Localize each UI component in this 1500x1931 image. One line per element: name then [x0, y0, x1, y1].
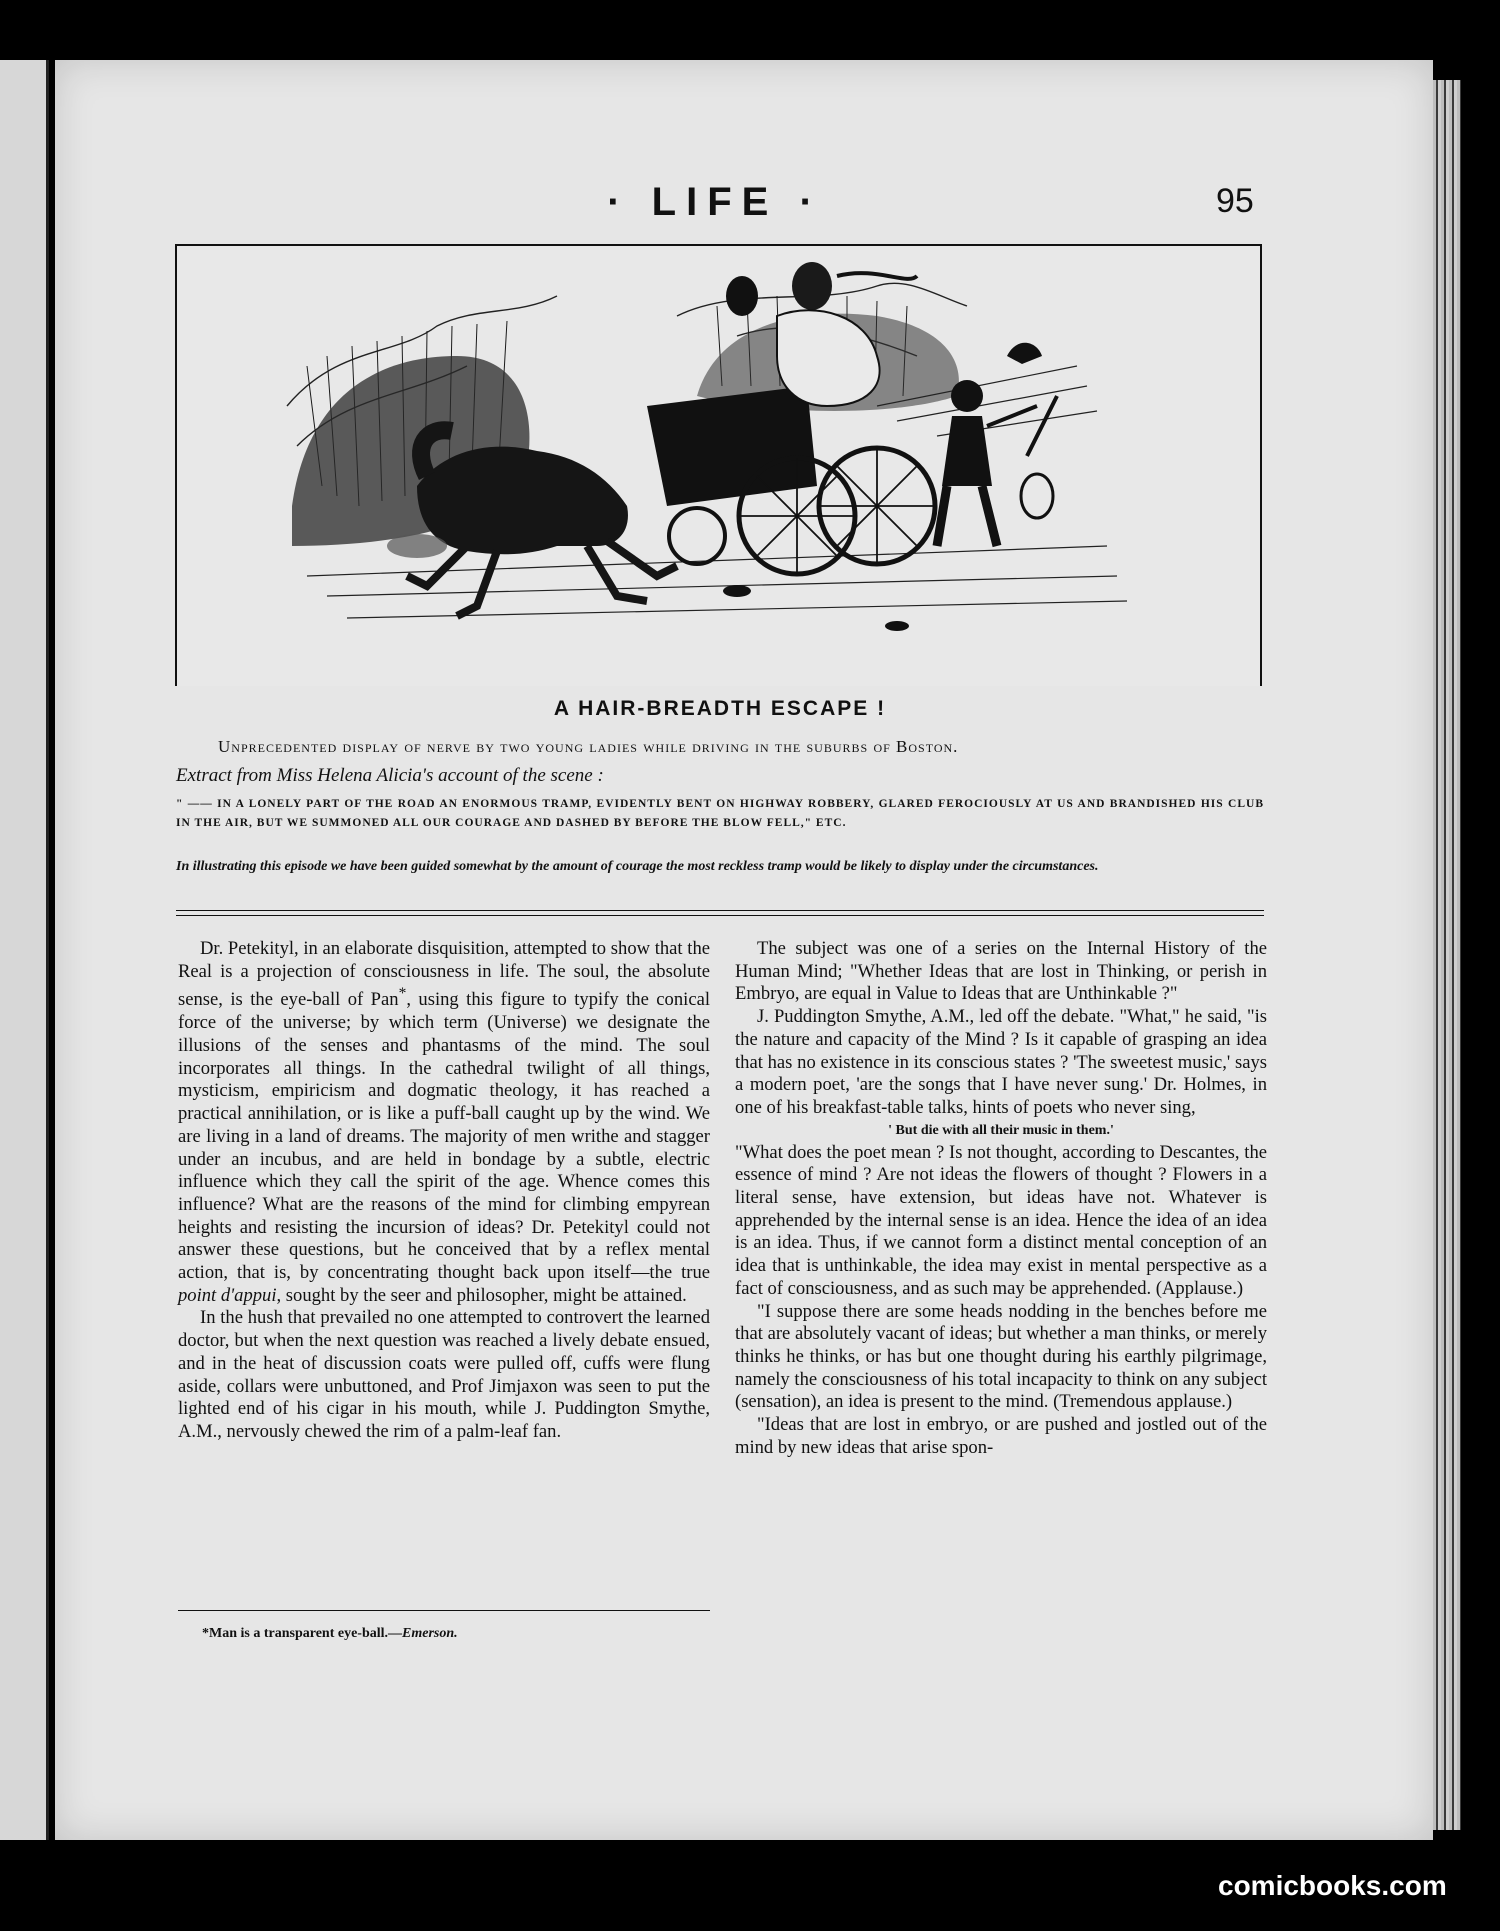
- footnote: [202, 1626, 458, 1642]
- carriage-tramp-engraving: [177, 246, 1260, 686]
- footnote-author: Emerson.: [402, 1626, 458, 1641]
- left-paragraph-2: In the hush that prevailed no one attempted to controvert the learned doctor, but when the next question was reached a lively debate ensued, and in the heat of discussion coats were pulled off, cuffs were flung aside, collars were unbuttoned, and Prof Jimjaxon was seen to put the lighted end of his cigar in his mouth, while J. Puddington Smythe, A.M., nervously chewed the rim of a palm-leaf fan.: [178, 1307, 710, 1442]
- illustration-subtitle: Unprecedented display of nerve by two young ladies while driving in the suburbs of Boston.: [218, 737, 959, 756]
- watermark: comicbooks.com: [1218, 1870, 1447, 1901]
- right-column: [735, 938, 1267, 1459]
- page-number: 95: [1216, 182, 1254, 220]
- extract-heading: Extract from Miss Helena Alicia's account of the scene :: [176, 765, 604, 786]
- illustration: [175, 244, 1262, 686]
- footnote-marker: *: [398, 985, 407, 1003]
- masthead: · LIFE ·: [607, 180, 823, 224]
- text-run: Dr. Petekityl, in an elaborate disquisition, attempted to show that the Real is a projection of consciousness in life. The soul, the absolute sense, is the eye-ball of Pan: [178, 938, 710, 1011]
- page-stack-edges: [1433, 80, 1461, 1830]
- quoted-account: " —— IN A LONELY PART OF THE ROAD AN ENORMOUS TRAMP, EVIDENTLY BENT ON HIGHWAY ROBBERY, GLARED FEROCIOUSLY AT US AND BRANDISHED HIS CLUB IN THE AIR, BUT WE SUMMONED ALL OUR COURAGE AND DASHED BY BEFORE THE BLOW FELL," ETC.: [176, 798, 1264, 829]
- text-run: , using this figure to typify the conical force of the universe; by which term (Universe) we designate the illusions of the senses and phantasms of the mind. The soul incorporates all things. In the cathedral twilight of all things, mysticism, empiricism and dogmatic theology, it has reached a practical annihilation, or is like a puff-ball caught up by the wind. We are living in a land of dreams. The majority of men writhe and stagger under an incubus, and are held in bondage by a subtle, electric influence which they call the spirit of the age. Whence comes this influence? What are the reasons of the mind for climbing empyrean heights and resisting the incursion of ideas? Dr. Petekityl could not answer these questions, but he conceived that by a reflex mental action, that is, by concentrating thought back upon itself—the true: [178, 989, 710, 1284]
- italic-phrase: point d'appui: [178, 1284, 277, 1306]
- footnote-rule: [178, 1610, 710, 1611]
- text-run: , sought by the seer and philosopher, might be attained.: [276, 1284, 687, 1306]
- right-paragraph-1: The subject was one of a series on the Internal History of the Human Mind; "Whether Ideas that are lost in Thinking, or perish in Embryo, are equal in Value to Ideas that are Unthinkable ?": [735, 938, 1267, 1005]
- right-paragraph-4: "I suppose there are some heads nodding in the benches before me that are absolutely vacant of ideas; but whether a man thinks, or merely thinks he thinks, or has but one thought during his earthly pilgrimage, namely the consciousness of his total incapacity to think on any subject (sensation), an idea is present to the mind. (Tremendous applause.): [735, 1300, 1267, 1413]
- facing-page-edge: [0, 60, 49, 1840]
- left-paragraph-1: [178, 938, 710, 1307]
- left-column: [178, 938, 710, 1444]
- editorial-note: In illustrating this episode we have been guided somewhat by the amount of courage the most reckless tramp would be likely to display under the circumstances.: [176, 859, 1099, 874]
- illustration-title: A HAIR-BREADTH ESCAPE !: [553, 697, 887, 720]
- section-divider: [176, 910, 1264, 916]
- right-paragraph-3: "What does the poet mean ? Is not thought, according to Descantes, the essence of mind ? Are not ideas the flowers of thought ? Flowers in a literal sense, have extension, but ideas have not. Whatever is apprehended by the internal sense is an idea. Hence the idea of an idea is an idea. Thus, if we cannot form a distinct mental conception of an idea that is unthinkable, the idea may exist in mental perspective as a fact of consciousness, and as such may be apprehended. (Applause.): [735, 1141, 1267, 1299]
- right-paragraph-2: J. Puddington Smythe, A.M., led off the debate. "What," he said, "is the nature and capacity of the Mind ? Is it capable of grasping an idea that has no existence in its conscious states ? 'The sweetest music,' says a modern poet, 'are the songs that I have never sung.' Dr. Holmes, in one of his breakfast-table talks, hints of poets who never sing,: [735, 1006, 1267, 1118]
- footnote-text: *Man is a transparent eye-ball.—: [202, 1626, 403, 1641]
- poem-quote: ' But die with all their music in them.': [888, 1122, 1114, 1138]
- right-paragraph-5: "Ideas that are lost in embryo, or are pushed and jostled out of the mind by new ideas that arise spon-: [735, 1414, 1267, 1458]
